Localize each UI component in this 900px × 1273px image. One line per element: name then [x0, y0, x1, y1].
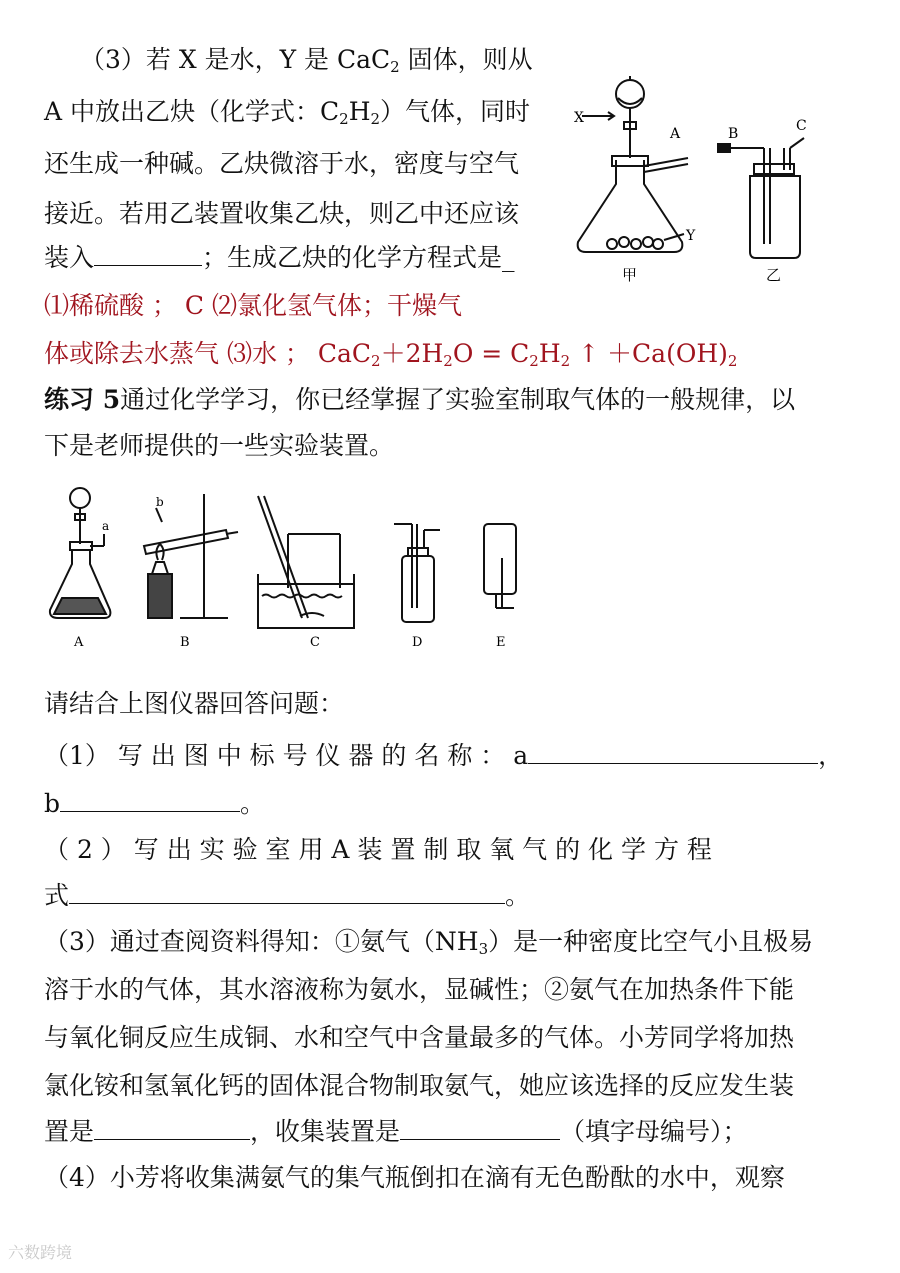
- answer-blank-equation[interactable]: [69, 877, 505, 904]
- answer-blank-collector[interactable]: [400, 1113, 560, 1140]
- q1-line2: b 。: [44, 784, 265, 824]
- label-y: Y: [686, 228, 696, 244]
- answer-blank[interactable]: [94, 239, 202, 266]
- label-apparatus-c: C: [310, 635, 320, 650]
- exercise5-line1: 练习 5通过化学学习，你已经掌握了实验室制取气体的一般规律，以: [44, 385, 796, 414]
- top-q3-line3: 还生成一种碱。乙炔微溶于水，密度与空气: [44, 149, 520, 178]
- label-apparatus-e: E: [496, 635, 506, 650]
- answer-blank-generator[interactable]: [94, 1113, 250, 1140]
- label-jia: 甲: [622, 266, 638, 284]
- q2-line1: （ 2 ） 写 出 实 验 室 用 A 装 置 制 取 氧 气 的 化 学 方 程: [44, 835, 712, 864]
- top-q3-line4: 接近。若用乙装置收集乙炔，则乙中还应该: [44, 199, 520, 228]
- q3-line3: 与氧化铜反应生成铜、水和空气中含量最多的气体。小芳同学将加热: [44, 1023, 795, 1052]
- mark-b: b: [156, 495, 164, 509]
- q1-line1: （1） 写 出 图 中 标 号 仪 器 的 名 称 ： a ，: [44, 736, 843, 776]
- label-apparatus-b: B: [180, 635, 190, 650]
- label-x: X: [574, 110, 584, 126]
- label-c: C: [796, 118, 807, 134]
- label-a: A: [670, 126, 681, 142]
- top-q3-line2: A 中放出乙炔（化学式：$C_2H_2$）气体，同时: [44, 97, 531, 128]
- top-q3-line5: 装入 ；生成乙炔的化学方程式是_: [44, 238, 515, 278]
- label-b: B: [728, 126, 739, 142]
- q3-line4: 氯化铵和氢氧化钙的固体混合物制取氨气，她应该选择的反应发生装: [44, 1071, 795, 1100]
- answer-line2: 体或除去水蒸气 ⑶水 ； $CaC_2+2H_2O = C_2H_2$ ↑ $+Ca(OH)_2$: [44, 339, 738, 370]
- exercise5-line2: 下是老师提供的一些实验装置。: [44, 431, 395, 460]
- q3-line2: 溶于水的气体，其水溶液称为氨水，显碱性；②氨气在加热条件下能: [44, 975, 795, 1004]
- answer-blank-a[interactable]: [528, 737, 818, 764]
- top-q3-line1: （3）若 X 是水，Y 是 CaC$_2$ 固体，则从: [80, 45, 533, 76]
- label-yi: 乙: [766, 266, 782, 284]
- q3-line5: 置是 ，收集装置是 （填字母编号）；: [44, 1112, 748, 1152]
- exercise5-label: 练习 5: [44, 385, 121, 414]
- label-apparatus-d: D: [412, 635, 423, 650]
- answer-blank-b[interactable]: [60, 785, 240, 812]
- mark-a: a: [102, 519, 110, 533]
- q4-line1: （4）小芳将收集满氨气的集气瓶倒扣在滴有无色酚酞的水中，观察: [44, 1163, 785, 1192]
- label-apparatus-a: A: [74, 635, 84, 650]
- q2-line2: 式 。: [44, 876, 530, 916]
- questions-intro: 请结合上图仪器回答问题：: [44, 689, 345, 718]
- answer-line1: ⑴稀硫酸 ； C ⑵氯化氢气体；干燥气: [44, 291, 462, 320]
- q3-line1: （3）通过查阅资料得知：①氨气$(NH_3)$是一种密度比空气小且极易: [44, 927, 814, 958]
- figure-apparatus: [44, 478, 534, 654]
- watermark: 六数跨境: [8, 1243, 73, 1262]
- figure-jia-yi: [568, 66, 820, 288]
